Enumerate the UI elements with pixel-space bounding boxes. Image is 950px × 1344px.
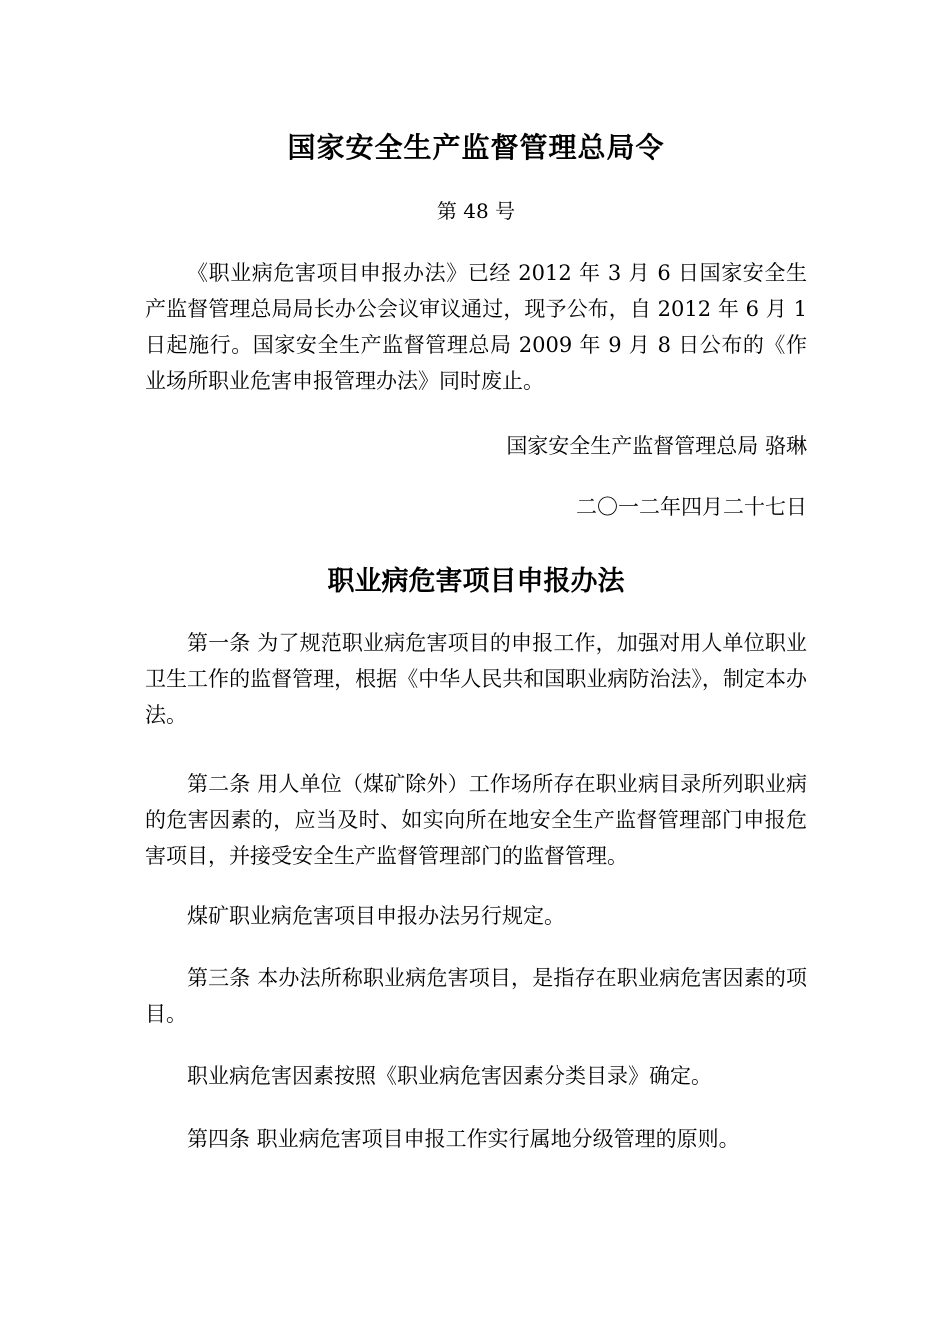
article-paragraph: 煤矿职业病危害项目申报办法另行规定。 <box>187 904 565 928</box>
issue-date: 二〇一二年四月二十七日 <box>576 495 807 519</box>
article-paragraph: 职业病危害因素按照《职业病危害因素分类目录》确定。 <box>187 1064 712 1088</box>
document-title: 国家安全生产监督管理总局令 <box>287 131 665 164</box>
preamble-paragraph: 《职业病危害项目申报办法》已经 2012 年 3 月 6 日国家安全生产监督管理总局局长办公会议审议通过，现予公布，自 2012 年 6 月 1 日起施行。国家安全生产监督管理总局 2009 年 9 月 8 日公布的《作业场所职业危害申报管理办法》同时废止。 <box>145 261 807 393</box>
article-paragraph: 第三条 本办法所称职业病危害项目，是指存在职业病危害因素的项目。 <box>145 966 807 1026</box>
article-paragraph: 第四条 职业病危害项目申报工作实行属地分级管理的原则。 <box>187 1127 740 1151</box>
article-paragraph: 第二条 用人单位（煤矿除外）工作场所存在职业病目录所列职业病的危害因素的，应当及时、如实向所在地安全生产监督管理部门申报危害项目，并接受安全生产监督管理部门的监督管理。 <box>145 772 807 868</box>
order-number: 第 48 号 <box>436 199 516 223</box>
article-paragraph: 第一条 为了规范职业病危害项目的申报工作，加强对用人单位职业卫生工作的监督管理，根据《中华人民共和国职业病防治法》，制定本办法。 <box>145 631 807 727</box>
signatory: 国家安全生产监督管理总局 骆琳 <box>506 434 807 458</box>
regulation-title: 职业病危害项目申报办法 <box>327 566 625 597</box>
